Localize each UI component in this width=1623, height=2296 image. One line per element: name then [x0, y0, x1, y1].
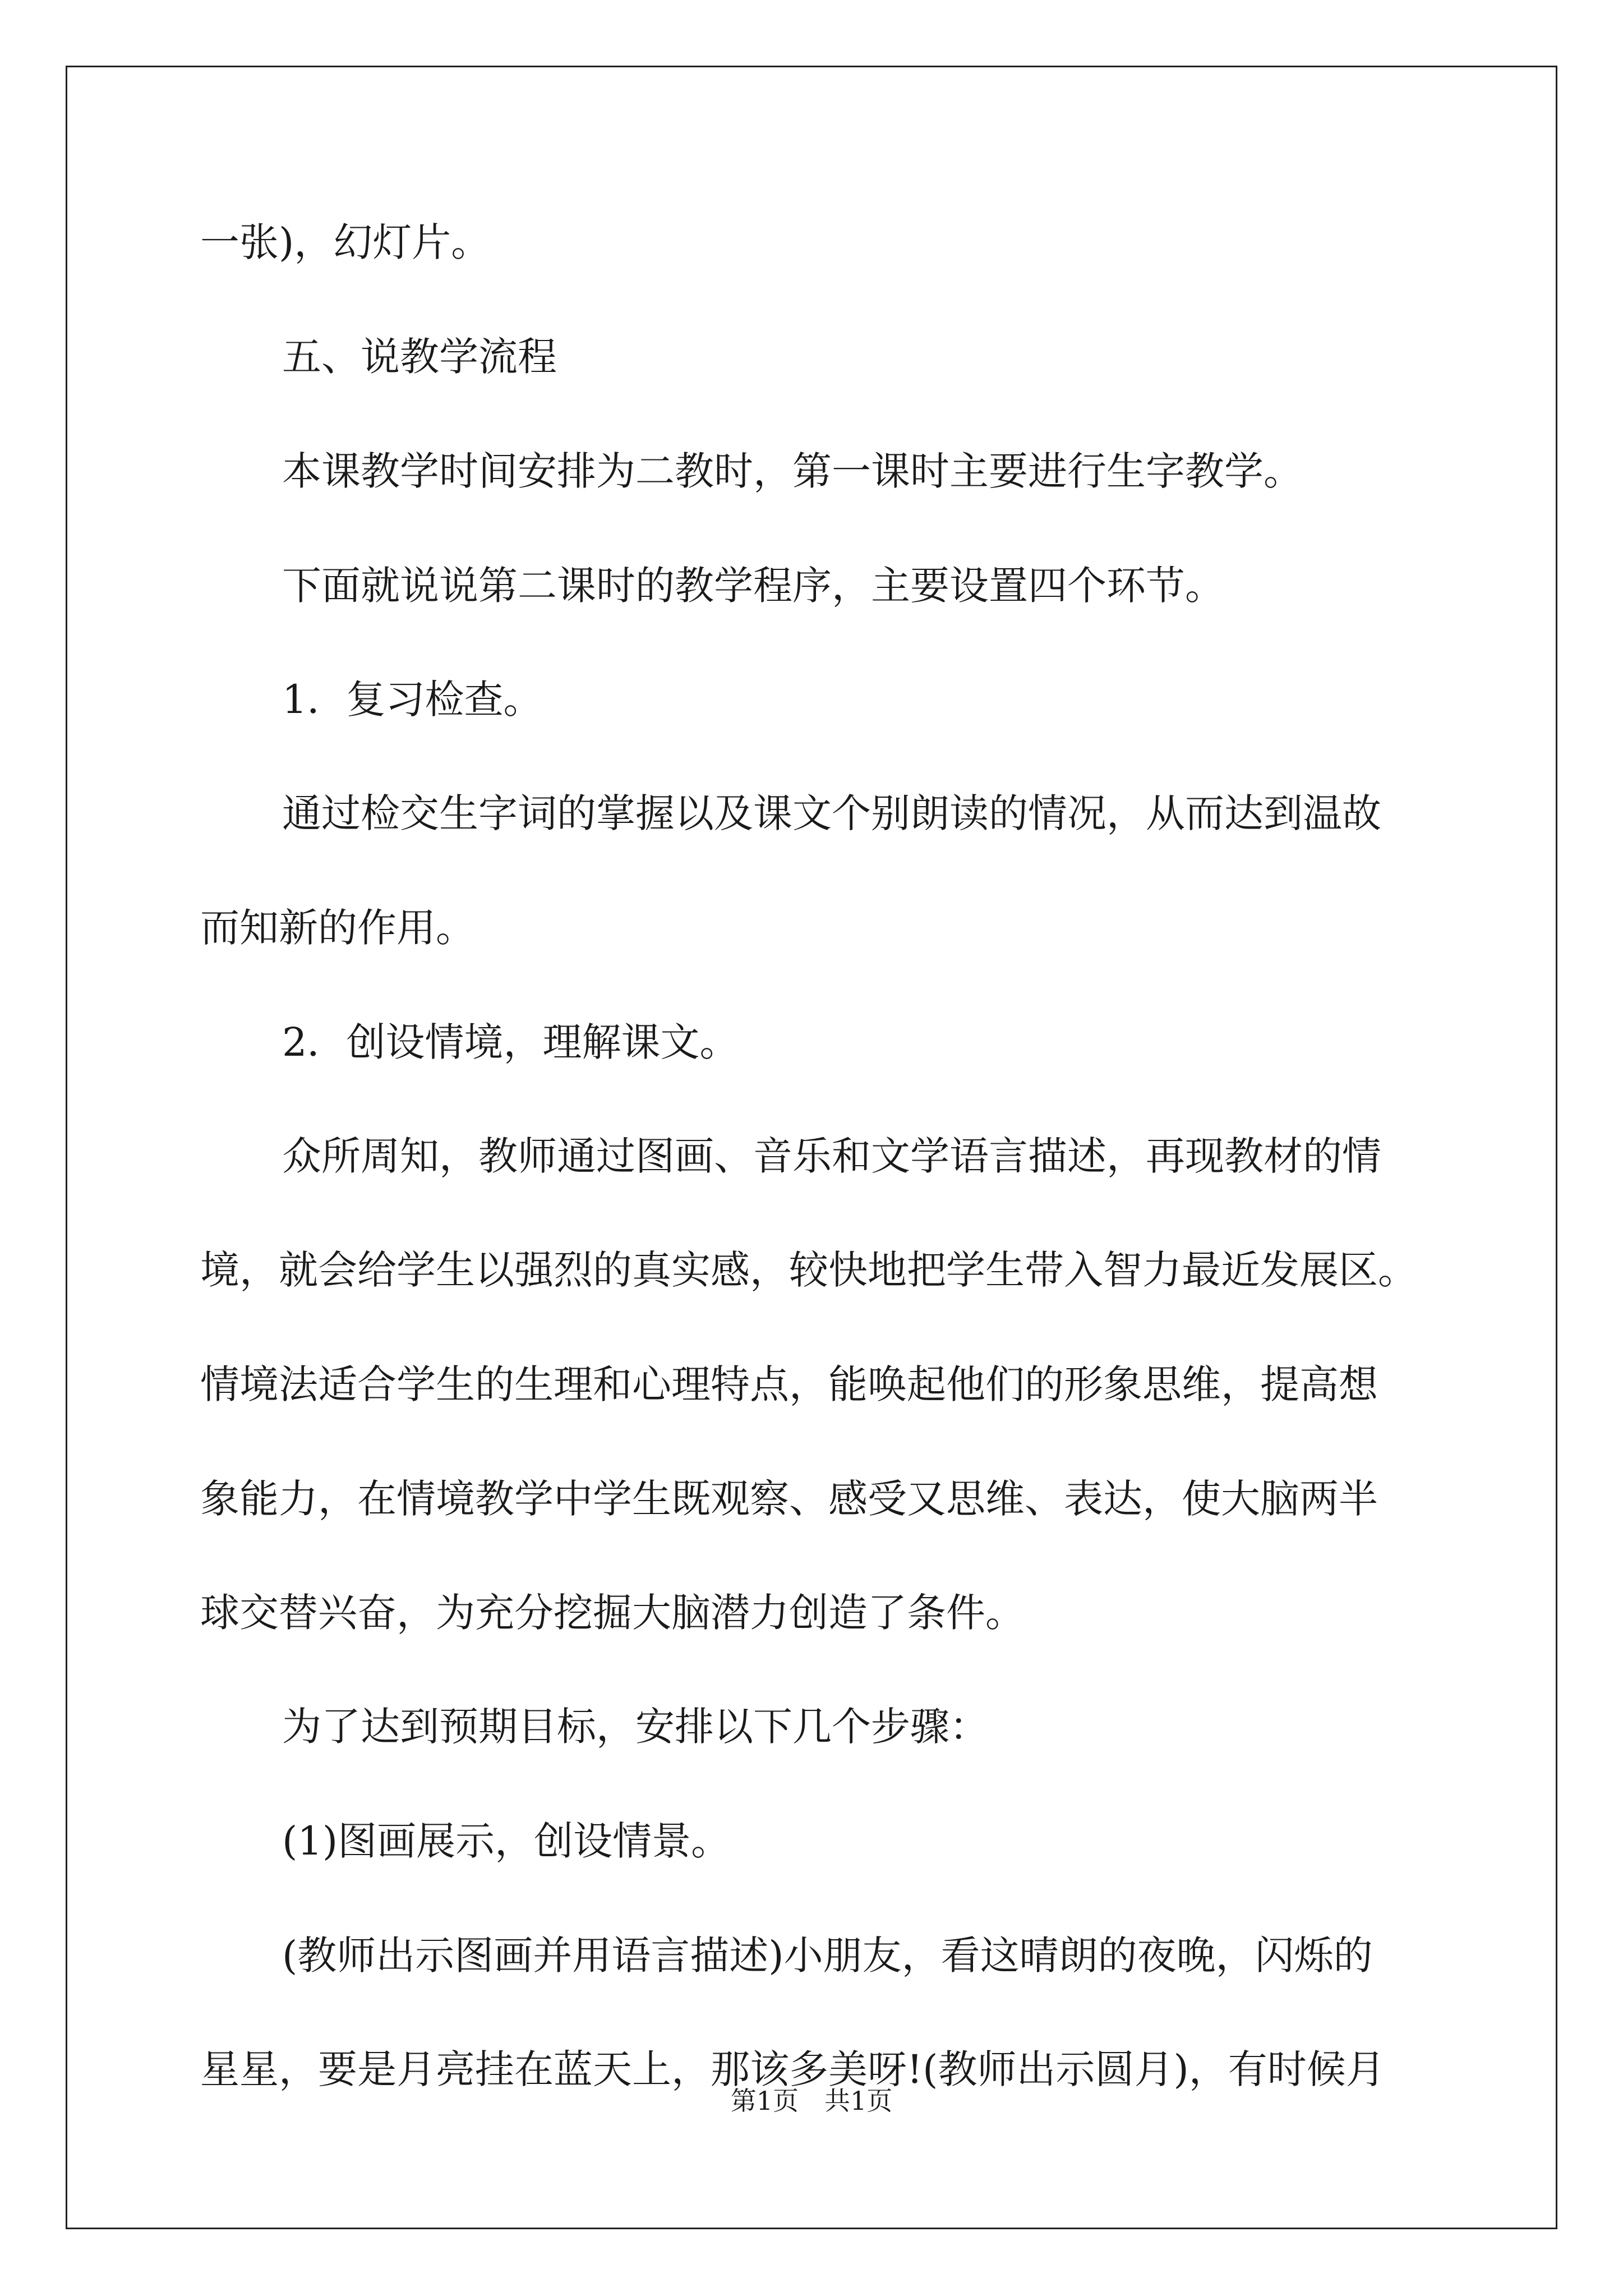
page-number-footer: 第1页 共1页: [730, 2086, 893, 2116]
text-line-1: 一张)，幻灯片。: [200, 219, 491, 265]
text-line-13: 球交替兴奋，为充分挖掘大脑潜力创造了条件。: [200, 1590, 1025, 1636]
text-line-10: 境，就会给学生以强烈的真实感，较快地把学生带入智力最近发展区。: [200, 1247, 1417, 1293]
text-line-16: (教师出示图画并用语言描述)小朋友，看这晴朗的夜晚，闪烁的: [282, 1932, 1373, 1978]
step-heading-2: 2．创设情境，理解课文。: [282, 1019, 739, 1065]
text-line-12: 象能力，在情境教学中学生既观察、感受又思维、表达，使大脑两半: [200, 1476, 1378, 1522]
text-line-14: 为了达到预期目标，安排以下几个步骤：: [282, 1704, 989, 1750]
text-line-9: 众所周知，教师通过图画、音乐和文学语言描述，再现教材的情: [282, 1133, 1381, 1179]
sub-step-heading-1: (1)图画展示，创设情景。: [282, 1818, 731, 1864]
section-heading: 五、说教学流程: [282, 334, 557, 380]
step-heading-1: 1．复习检查。: [282, 677, 543, 723]
text-line-6: 通过检交生字词的掌握以及课文个别朗读的情况，从而达到温故: [282, 790, 1381, 836]
text-line-3: 本课教学时间安排为二教时，第一课时主要进行生字教学。: [282, 448, 1303, 494]
text-line-4: 下面就说说第二课时的教学程序，主要设置四个环节。: [282, 563, 1224, 609]
text-line-11: 情境法适合学生的生理和心理特点，能唤起他们的形象思维，提高想: [200, 1361, 1378, 1407]
text-line-17: 星星，要是月亮挂在蓝天上，那该多美呀!(教师出示圆月)，有时候月: [200, 2046, 1385, 2092]
text-line-7: 而知新的作用。: [200, 905, 475, 951]
